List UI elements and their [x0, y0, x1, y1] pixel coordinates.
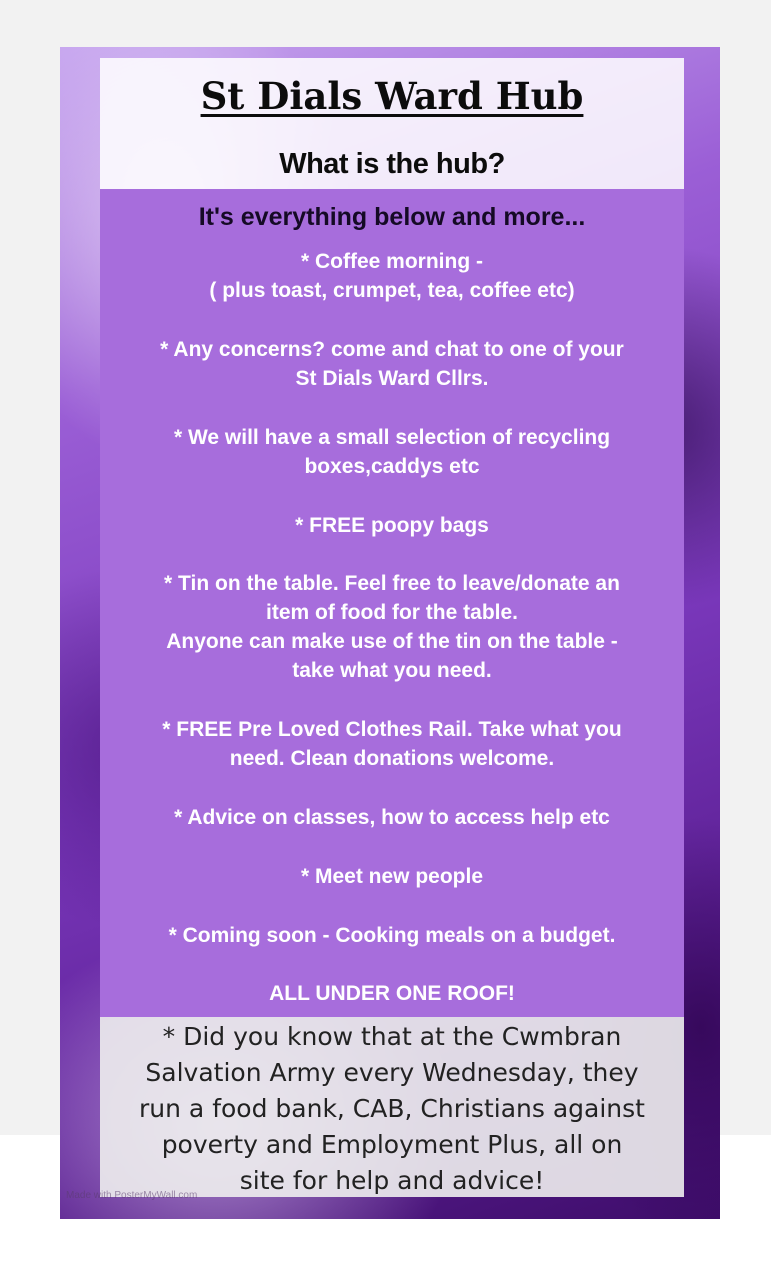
poster-subtitle: What is the hub? [279, 148, 505, 180]
item-clothes-rail: * FREE Pre Loved Clothes Rail. Take what you need. Clean donations welcome. [162, 718, 622, 770]
poster-header [100, 58, 684, 189]
hub-poster [60, 47, 720, 1219]
item-coffee-morning: * Coffee morning - ( plus toast, crumpet, tea, coffee etc) [209, 250, 575, 302]
poster-title [100, 74, 684, 118]
item-all-under-one-roof: ALL UNDER ONE ROOF! [269, 982, 515, 1005]
salvation-army-text: * Did you know that at the Cwmbran Salvation Army every Wednesday, they run a food bank, CAB, Christians against poverty and Employment Plus, all on site for help and advice! [139, 1022, 645, 1195]
item-coming-soon: * Coming soon - Cooking meals on a budget. [168, 924, 616, 947]
item-concerns: * Any concerns? come and chat to one of your St Dials Ward Cllrs. [160, 338, 624, 390]
poster-title-text: St Dials Ward Hub [200, 74, 584, 118]
postermywall-watermark: Made with PosterMyWall.com [66, 1190, 198, 1201]
item-advice: * Advice on classes, how to access help etc [174, 806, 610, 829]
item-meet-people: * Meet new people [300, 865, 484, 888]
item-recycling: * We will have a small selection of recycling boxes,caddys etc [173, 426, 611, 478]
item-tin-on-table: * Tin on the table. Feel free to leave/donate an item of food for the table. Anyone can make use of the tin on the table - take what you need. [164, 572, 620, 682]
lead-text: It's everything below and more... [198, 203, 586, 231]
hub-details-panel [100, 189, 684, 1017]
item-poopy-bags: * FREE poopy bags [295, 514, 489, 537]
salvation-army-info [100, 1017, 684, 1197]
